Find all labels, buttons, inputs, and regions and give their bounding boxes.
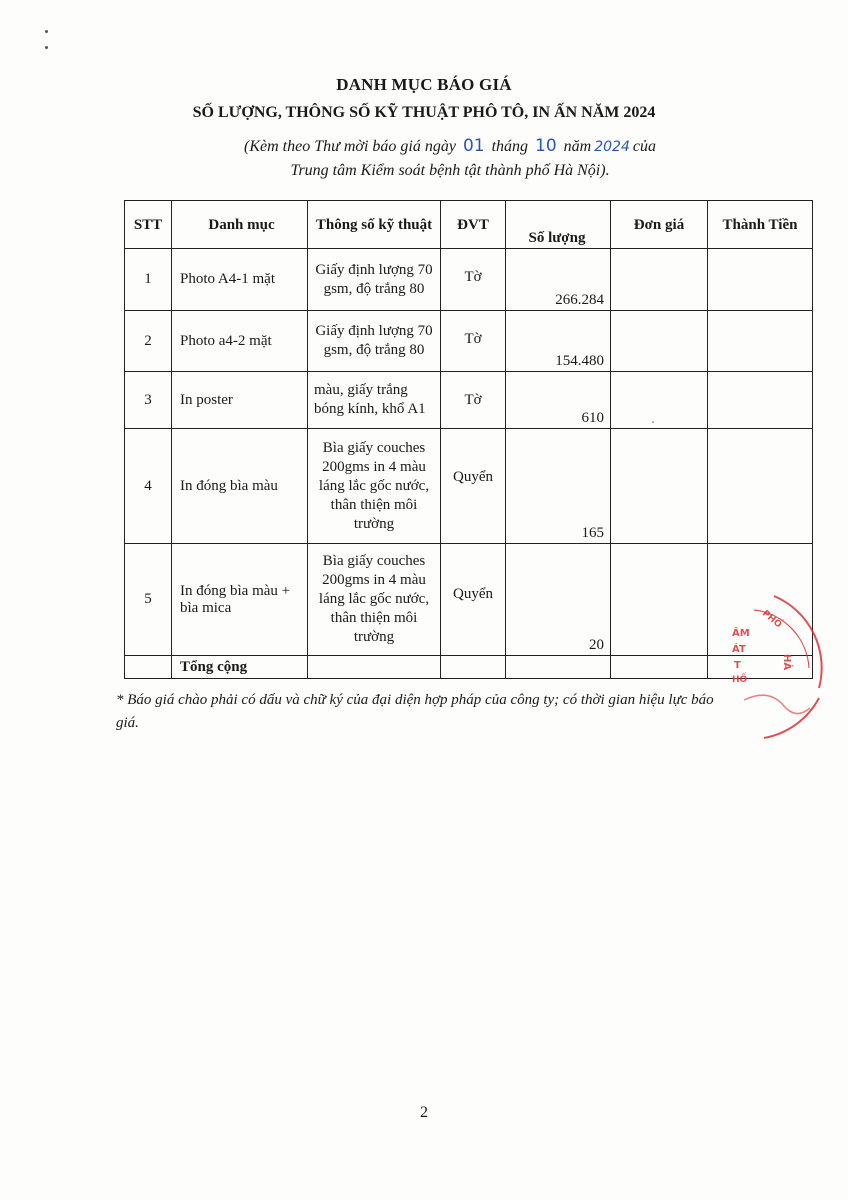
handwritten-day: 01 — [462, 136, 485, 156]
stamp-fragment: HÀ — [781, 654, 792, 671]
total-row-price-cell — [611, 656, 708, 679]
month-word: tháng — [491, 138, 529, 155]
row-total — [708, 311, 813, 372]
attachment-reference — [150, 134, 750, 183]
stamp-fragment: ÂM — [732, 628, 750, 639]
row-unit: Tờ — [441, 249, 506, 311]
row-unit: Quyển — [441, 429, 506, 544]
stamp-fragment: ÁT — [732, 644, 746, 655]
footnote: * Báo giá chào phải có dấu và chữ ký của đại diện hợp pháp của công ty; có thời gian hiệu lực báo giá. — [116, 692, 714, 731]
row-total — [708, 372, 813, 429]
total-row-stt-cell — [125, 656, 172, 679]
attachment-line2: Trung tâm Kiểm soát bệnh tật thành phố Hà Nội). — [290, 162, 610, 179]
row-qty: 610 — [506, 372, 611, 429]
page-number: 2 — [420, 1104, 428, 1121]
row-stt: 3 — [125, 372, 172, 429]
row-stt: 2 — [125, 311, 172, 372]
row-spec: Bìa giấy couches 200gms in 4 màu láng lắc gốc nước, thân thiện môi trường — [308, 429, 441, 544]
total-row-spec-cell — [308, 656, 441, 679]
row-spec: Bìa giấy couches 200gms in 4 màu láng lắc gốc nước, thân thiện môi trường — [308, 544, 441, 656]
row-stt: 5 — [125, 544, 172, 656]
header-total: Thành Tiền — [708, 201, 813, 249]
year-word: năm — [563, 138, 592, 155]
handwritten-month: 10 — [535, 136, 557, 156]
table-row — [125, 544, 813, 656]
total-row-qty-cell — [506, 656, 611, 679]
document-subtitle: SỐ LƯỢNG, THÔNG SỐ KỸ THUẬT PHÔ TÔ, IN ẤN NĂM 2024 — [192, 104, 656, 121]
stamp-fragment: T — [734, 660, 741, 671]
row-price — [611, 372, 708, 429]
stamp-outer-arc — [774, 596, 822, 688]
table-row — [125, 429, 813, 544]
header-qty: Số lượng — [506, 201, 611, 249]
table-header-row — [125, 201, 813, 249]
row-name: Photo A4-1 mặt — [172, 249, 308, 311]
header-name: Danh mục — [172, 201, 308, 249]
stamp-fragment: HỐ — [732, 675, 748, 685]
row-price — [611, 429, 708, 544]
row-spec: Giấy định lượng 70 gsm, độ trắng 80 — [308, 311, 441, 372]
table-row — [125, 249, 813, 311]
row-total — [708, 249, 813, 311]
row-name: In đóng bìa màu + bìa mica — [172, 544, 308, 656]
handwritten-year: 2024 — [594, 139, 630, 155]
stamp-fragment: PHỐ — [760, 608, 784, 631]
row-name: Photo a4-2 mặt — [172, 311, 308, 372]
row-unit: Tờ — [441, 311, 506, 372]
row-qty: 266.284 — [506, 249, 611, 311]
attachment-prefix: (Kèm theo Thư mời báo giá ngày — [244, 138, 456, 155]
row-spec: màu, giấy trắng bóng kính, khổ A1 — [308, 372, 441, 429]
row-qty: 20 — [506, 544, 611, 656]
row-stt: 4 — [125, 429, 172, 544]
row-qty: 154.480 — [506, 311, 611, 372]
header-price: Đơn giá — [611, 201, 708, 249]
attachment-suffix: của — [632, 138, 656, 155]
header-unit: ĐVT — [441, 201, 506, 249]
red-seal-stamp — [714, 588, 824, 748]
stamp-lower-arc — [764, 698, 819, 738]
row-unit: Tờ — [441, 372, 506, 429]
scan-speck — [45, 46, 48, 49]
stamp-signature-stroke — [744, 695, 810, 713]
row-unit: Quyển — [441, 544, 506, 656]
row-name: In đóng bìa màu — [172, 429, 308, 544]
quotation-table — [124, 200, 813, 679]
document-title: DANH MỤC BÁO GIÁ — [336, 75, 512, 94]
scan-speck — [652, 421, 654, 423]
row-spec: Giấy định lượng 70 gsm, độ trắng 80 — [308, 249, 441, 311]
row-total — [708, 429, 813, 544]
header-spec: Thông số kỹ thuật — [308, 201, 441, 249]
table-row — [125, 372, 813, 429]
table-row — [125, 311, 813, 372]
row-price — [611, 311, 708, 372]
scan-speck — [45, 30, 48, 33]
row-stt: 1 — [125, 249, 172, 311]
header-stt: STT — [125, 201, 172, 249]
row-name: In poster — [172, 372, 308, 429]
row-price — [611, 544, 708, 656]
row-qty: 165 — [506, 429, 611, 544]
total-row-unit-cell — [441, 656, 506, 679]
table-total-row — [125, 656, 813, 679]
total-label: Tổng cộng — [172, 656, 308, 679]
row-price — [611, 249, 708, 311]
